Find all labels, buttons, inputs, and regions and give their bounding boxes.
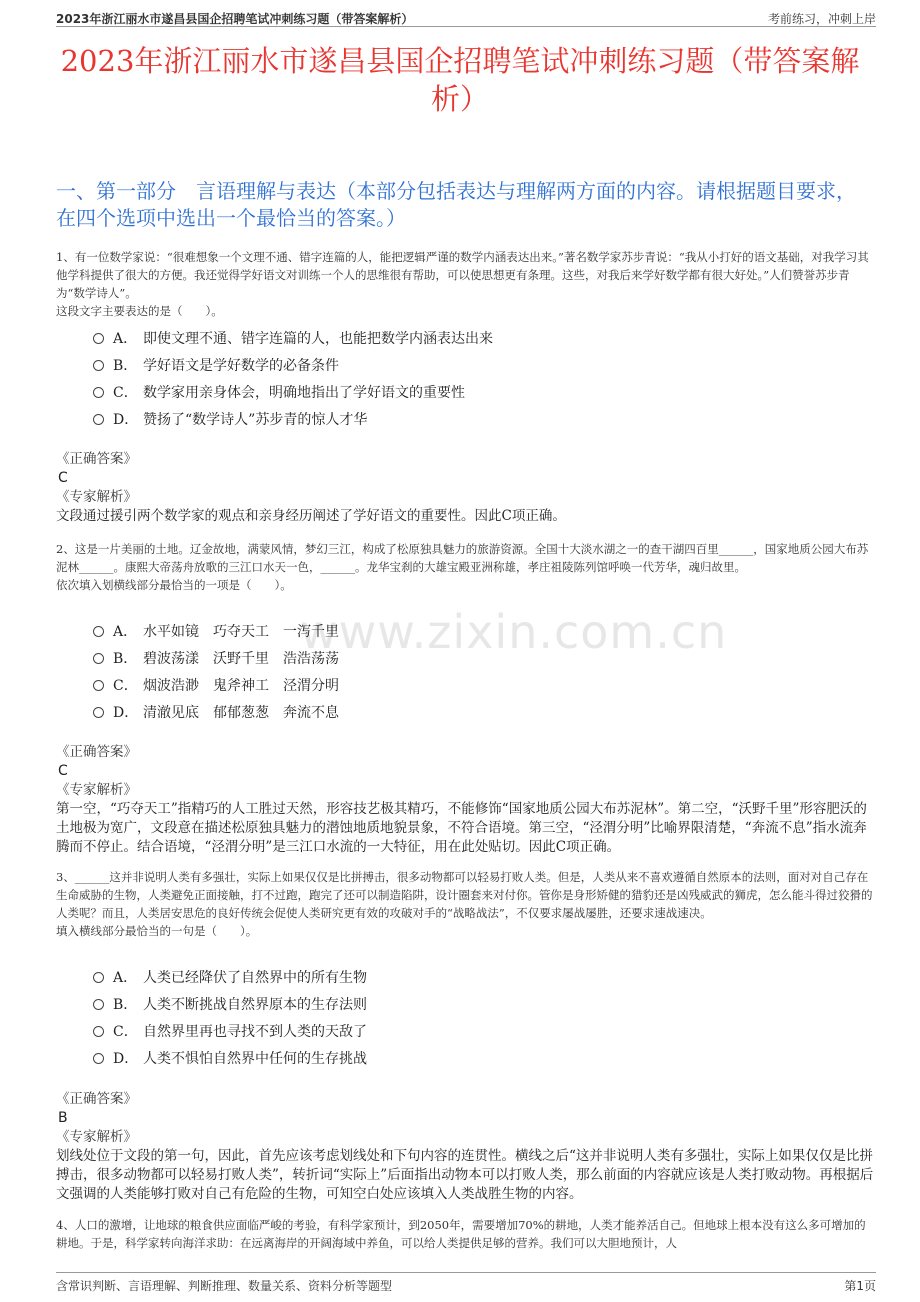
analysis-label: 《专家解析》 xyxy=(56,489,137,505)
document-title: 2023年浙江丽水市遂昌县国企招聘笔试冲刺练习题（带答案解析） xyxy=(60,44,860,116)
radio-icon[interactable] xyxy=(93,999,104,1010)
option-d[interactable] xyxy=(93,405,493,432)
question-stem: 3、______这并非说明人类有多强壮，实际上如果仅仅是比拼搏击，很多动物都可以轻易打败人类。但是，人类从来不喜欢遵循自然原本的法则，面对对自己存在生命威胁的生物，人类避免正面接触，打不过跑，跑完了还可以制造陷阱，设计圈套来对付你。管你是身形矫健的猎豹还是凶残威武的狮虎，怎么能斗得过狡猾的人类呢？而且，人类居安思危的良好传统会促使人类研究更有效的攻破对手的“战略战法”，不仅要求屡战屡胜，还要求速战速决。 xyxy=(56,870,873,920)
question-2-options xyxy=(93,617,339,725)
page-header xyxy=(56,8,876,27)
question-3-answer xyxy=(56,1090,876,1204)
answer-value: B xyxy=(58,1110,68,1126)
option-letter: C． xyxy=(113,677,138,694)
option-letter: D． xyxy=(113,1050,139,1067)
section-heading: 一、第一部分 言语理解与表达（本部分包括表达与理解两方面的内容。请根据题目要求，在四个选项中选出一个最恰当的答案。） xyxy=(56,179,856,230)
answer-label: 《正确答案》 xyxy=(56,451,137,467)
question-2-answer xyxy=(56,743,876,857)
question-prompt: 这段文字主要表达的是（ ）。 xyxy=(56,304,223,318)
option-d[interactable] xyxy=(93,1044,367,1071)
question-3-options xyxy=(93,963,367,1071)
radio-icon[interactable] xyxy=(93,707,104,718)
option-letter: A． xyxy=(113,330,138,347)
question-stem: 4、人口的激增，让地球的粮食供应面临严峻的考验，有科学家预计，到2050年，需要增加70%的耕地，人类才能养活自己。但地球上根本没有这么多可增加的耕地。于是，科学家转向海洋求助：在远离海岸的开阔海域中养鱼，可以给人类提供足够的营养。我们可以大胆地预计，人 xyxy=(56,1218,866,1250)
option-letter: B． xyxy=(113,650,138,667)
answer-label: 《正确答案》 xyxy=(56,744,137,760)
question-1-options xyxy=(93,324,493,432)
option-letter: A． xyxy=(113,623,138,640)
option-text: 赞扬了“数学诗人”苏步青的惊人才华 xyxy=(143,411,368,428)
answer-label: 《正确答案》 xyxy=(56,1091,137,1107)
header-slogan: 考前练习，冲刺上岸 xyxy=(767,12,876,26)
option-text: 数学家用亲身体会，明确地指出了学好语文的重要性 xyxy=(143,384,465,401)
header-title: 2023年浙江丽水市遂昌县国企招聘笔试冲刺练习题（带答案解析） xyxy=(56,12,414,26)
radio-icon[interactable] xyxy=(93,680,104,691)
question-1-answer xyxy=(56,450,876,526)
footer-topics: 含常识判断、言语理解、判断推理、数量关系、资料分析等题型 xyxy=(56,1279,393,1293)
analysis-text: 第一空，“巧夺天工”指精巧的人工胜过天然，形容技艺极其精巧，不能修饰“国家地质公园大布苏泥林”。第二空，“沃野千里”形容肥沃的土地极为宽广，文段意在描述松原独具魅力的潜蚀地质地貌景象，不符合语境。第三空，“泾渭分明”比喻界限清楚，“奔流不息”指水流奔腾而不停止。结合语境，“泾渭分明”是三江口水流的一大特征，用在此处贴切。因此C项正确。 xyxy=(56,801,867,855)
radio-icon[interactable] xyxy=(93,1026,104,1037)
option-d[interactable] xyxy=(93,698,339,725)
radio-icon[interactable] xyxy=(93,972,104,983)
option-b[interactable] xyxy=(93,351,493,378)
page-footer xyxy=(56,1272,876,1296)
analysis-text: 文段通过援引两个数学家的观点和亲身经历阐述了学好语文的重要性。因此C项正确。 xyxy=(56,508,566,524)
option-text: 水平如镜 巧夺天工 一泻千里 xyxy=(143,623,339,640)
option-c[interactable] xyxy=(93,1017,367,1044)
option-letter: A． xyxy=(113,969,138,986)
question-1 xyxy=(56,248,876,320)
option-letter: C． xyxy=(113,384,138,401)
option-b[interactable] xyxy=(93,990,367,1017)
watermark: www.zixin.com.cn xyxy=(300,605,728,659)
option-text: 烟波浩渺 鬼斧神工 泾渭分明 xyxy=(143,677,339,694)
option-text: 清澈见底 郁郁葱葱 奔流不息 xyxy=(143,704,339,721)
answer-value: C xyxy=(58,470,68,486)
option-text: 人类已经降伏了自然界中的所有生物 xyxy=(143,969,367,986)
page-number: 第1页 xyxy=(844,1279,876,1293)
option-a[interactable] xyxy=(93,617,339,644)
radio-icon[interactable] xyxy=(93,1053,104,1064)
question-stem: 1、有一位数学家说：“很难想象一个文理不通、错字连篇的人，能把逻辑严谨的数学内涵表达出来。”著名数学家苏步青说：“我从小打好的语文基础，对我学习其他学科提供了很大的方便。我还觉得学好语文对训练一个人的思维很有帮助，可以使思想更有条理。这些，对我后来学好数学都有很大好处。”人们赞誉苏步青为“数学诗人”。 xyxy=(56,250,869,300)
answer-value: C xyxy=(58,763,68,779)
radio-icon[interactable] xyxy=(93,626,104,637)
question-stem: 2、这是一片美丽的土地。辽金故地，满蒙风情，梦幻三江，构成了松原独具魅力的旅游资源。全国十大淡水湖之一的查干湖四百里______，国家地质公园大布苏泥林______。康熙大帝荡舟放歌的三江口水天一色，______。龙华宝刹的大雄宝殿亚洲称雄，孝庄祖陵陈列馆呼唤一代芳华，魂归故里。 xyxy=(56,542,869,574)
option-letter: D． xyxy=(113,411,139,428)
option-a[interactable] xyxy=(93,324,493,351)
option-text: 自然界里再也寻找不到人类的天敌了 xyxy=(143,1023,367,1040)
analysis-label: 《专家解析》 xyxy=(56,1129,137,1145)
option-c[interactable] xyxy=(93,378,493,405)
question-2 xyxy=(56,540,876,594)
option-c[interactable] xyxy=(93,671,339,698)
analysis-text: 划线处位于文段的第一句，因此，首先应该考虑划线处和下句内容的连贯性。横线之后“这并非说明人类有多强壮，实际上如果仅仅是比拼搏击，很多动物都可以轻易打败人类”，转折词“实际上”后面指出动物本可以打败人类，那么前面的内容就应该是人类打败动物。再根据后文强调的人类能够打败对自己有危险的生物，可知空白处应该填入人类战胜生物的内容。 xyxy=(56,1148,874,1202)
option-text: 学好语文是学好数学的必备条件 xyxy=(143,357,339,374)
option-a[interactable] xyxy=(93,963,367,990)
radio-icon[interactable] xyxy=(93,653,104,664)
radio-icon[interactable] xyxy=(93,414,104,425)
question-4 xyxy=(56,1216,876,1254)
question-prompt: 填入横线部分最恰当的一句是（ ）。 xyxy=(56,924,258,938)
option-letter: B． xyxy=(113,996,138,1013)
option-text: 碧波荡漾 沃野千里 浩浩荡荡 xyxy=(143,650,339,667)
option-letter: D． xyxy=(113,704,139,721)
option-b[interactable] xyxy=(93,644,339,671)
analysis-label: 《专家解析》 xyxy=(56,782,137,798)
question-prompt: 依次填入划横线部分最恰当的一项是（ ）。 xyxy=(56,578,292,592)
radio-icon[interactable] xyxy=(93,360,104,371)
option-letter: C． xyxy=(113,1023,138,1040)
option-letter: B． xyxy=(113,357,138,374)
question-3 xyxy=(56,868,876,940)
radio-icon[interactable] xyxy=(93,387,104,398)
radio-icon[interactable] xyxy=(93,333,104,344)
option-text: 即使文理不通、错字连篇的人，也能把数学内涵表达出来 xyxy=(143,330,493,347)
option-text: 人类不断挑战自然界原本的生存法则 xyxy=(143,996,367,1013)
option-text: 人类不惧怕自然界中任何的生存挑战 xyxy=(143,1050,367,1067)
